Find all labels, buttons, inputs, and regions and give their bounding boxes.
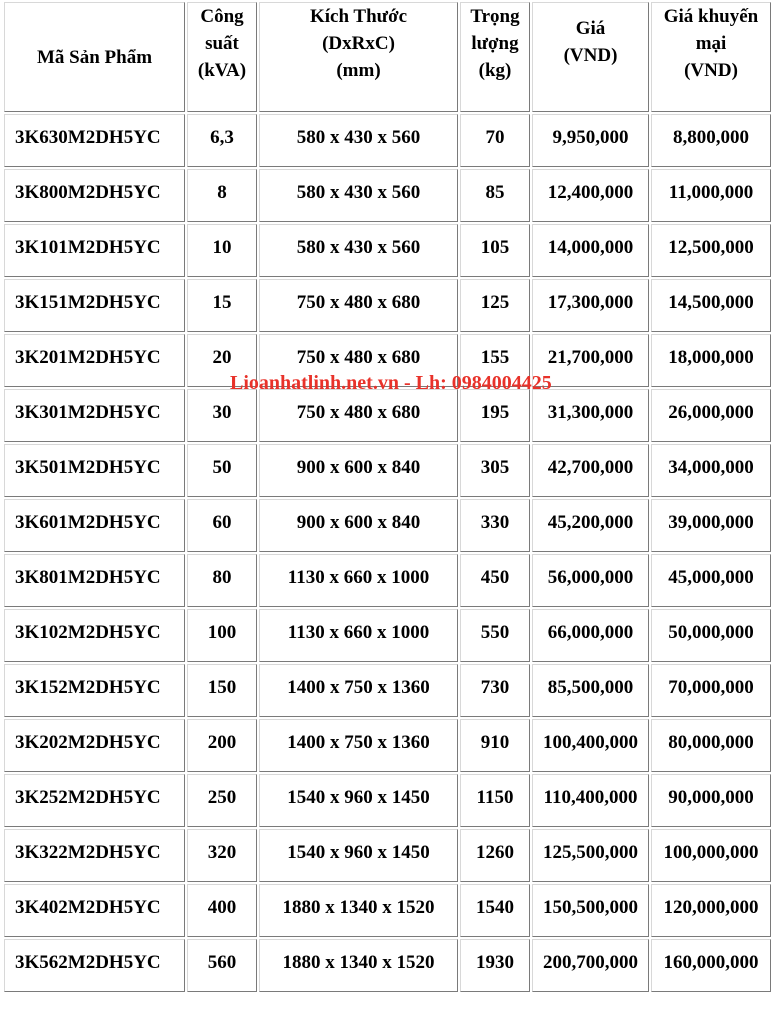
cell-dimensions: 1400 x 750 x 1360 — [259, 664, 458, 717]
cell-power-kva: 80 — [187, 554, 257, 607]
cell-weight: 195 — [460, 389, 530, 442]
cell-promo-price: 100,000,000 — [651, 829, 771, 882]
header-line: Giá — [575, 18, 606, 39]
cell-dimensions: 750 x 480 x 680 — [259, 279, 458, 332]
cell-weight: 550 — [460, 609, 530, 662]
header-line: (mm) — [336, 60, 381, 81]
cell-promo-price: 120,000,000 — [651, 884, 771, 937]
cell-price: 56,000,000 — [532, 554, 649, 607]
cell-weight: 70 — [460, 114, 530, 167]
cell-price: 42,700,000 — [532, 444, 649, 497]
table-row — [4, 609, 771, 662]
header-line: lượng — [471, 33, 519, 54]
cell-product-code: 3K101M2DH5YC — [4, 224, 185, 277]
cell-dimensions: 580 x 430 x 560 — [259, 224, 458, 277]
cell-dimensions: 750 x 480 x 680 — [259, 389, 458, 442]
header-line: mại — [695, 33, 727, 54]
header-code — [4, 2, 185, 112]
cell-weight: 450 — [460, 554, 530, 607]
cell-power-kva: 60 — [187, 499, 257, 552]
header-price — [532, 2, 649, 112]
cell-price: 66,000,000 — [532, 609, 649, 662]
cell-promo-price: 12,500,000 — [651, 224, 771, 277]
cell-dimensions: 1130 x 660 x 1000 — [259, 609, 458, 662]
cell-promo-price: 18,000,000 — [651, 334, 771, 387]
cell-weight: 1930 — [460, 939, 530, 992]
cell-power-kva: 250 — [187, 774, 257, 827]
cell-power-kva: 320 — [187, 829, 257, 882]
table-row — [4, 114, 771, 167]
cell-price: 12,400,000 — [532, 169, 649, 222]
cell-promo-price: 11,000,000 — [651, 169, 771, 222]
cell-price: 14,000,000 — [532, 224, 649, 277]
header-line: Kích Thước — [309, 6, 408, 27]
cell-dimensions: 1540 x 960 x 1450 — [259, 829, 458, 882]
cell-power-kva: 200 — [187, 719, 257, 772]
cell-weight: 155 — [460, 334, 530, 387]
cell-product-code: 3K152M2DH5YC — [4, 664, 185, 717]
header-line: (VND) — [684, 60, 738, 81]
cell-price: 17,300,000 — [532, 279, 649, 332]
watermark-text: Lioanhatlinh.net.vn - Lh: 0984004425 — [230, 372, 552, 394]
cell-dimensions: 1130 x 660 x 1000 — [259, 554, 458, 607]
cell-power-kva: 400 — [187, 884, 257, 937]
cell-product-code: 3K322M2DH5YC — [4, 829, 185, 882]
cell-power-kva: 150 — [187, 664, 257, 717]
cell-power-kva: 30 — [187, 389, 257, 442]
cell-power-kva: 10 — [187, 224, 257, 277]
cell-promo-price: 39,000,000 — [651, 499, 771, 552]
cell-product-code: 3K562M2DH5YC — [4, 939, 185, 992]
cell-price: 110,400,000 — [532, 774, 649, 827]
cell-price: 21,700,000 — [532, 334, 649, 387]
table-body — [4, 114, 771, 992]
cell-product-code: 3K102M2DH5YC — [4, 609, 185, 662]
cell-product-code: 3K202M2DH5YC — [4, 719, 185, 772]
cell-power-kva: 100 — [187, 609, 257, 662]
cell-dimensions: 1400 x 750 x 1360 — [259, 719, 458, 772]
cell-promo-price: 70,000,000 — [651, 664, 771, 717]
table-header-row — [4, 2, 771, 112]
cell-weight: 305 — [460, 444, 530, 497]
cell-product-code: 3K151M2DH5YC — [4, 279, 185, 332]
table-row — [4, 554, 771, 607]
price-table — [2, 0, 773, 994]
cell-price: 85,500,000 — [532, 664, 649, 717]
table-row — [4, 279, 771, 332]
cell-weight: 105 — [460, 224, 530, 277]
cell-price: 31,300,000 — [532, 389, 649, 442]
cell-power-kva: 560 — [187, 939, 257, 992]
table-row — [4, 169, 771, 222]
table-row — [4, 389, 771, 442]
table-row — [4, 939, 771, 992]
cell-promo-price: 160,000,000 — [651, 939, 771, 992]
table-row — [4, 444, 771, 497]
header-line: Công — [200, 6, 244, 27]
cell-power-kva: 8 — [187, 169, 257, 222]
cell-product-code: 3K801M2DH5YC — [4, 554, 185, 607]
cell-promo-price: 90,000,000 — [651, 774, 771, 827]
cell-promo-price: 14,500,000 — [651, 279, 771, 332]
cell-weight: 1540 — [460, 884, 530, 937]
cell-power-kva: 15 — [187, 279, 257, 332]
cell-dimensions: 580 x 430 x 560 — [259, 114, 458, 167]
header-line: (VND) — [563, 45, 618, 66]
cell-promo-price: 50,000,000 — [651, 609, 771, 662]
cell-promo-price: 80,000,000 — [651, 719, 771, 772]
cell-promo-price: 26,000,000 — [651, 389, 771, 442]
table-row — [4, 664, 771, 717]
cell-weight: 330 — [460, 499, 530, 552]
table-row — [4, 224, 771, 277]
cell-product-code: 3K630M2DH5YC — [4, 114, 185, 167]
table-row — [4, 774, 771, 827]
cell-weight: 1260 — [460, 829, 530, 882]
header-line: (kVA) — [197, 60, 247, 81]
table-row — [4, 884, 771, 937]
header-line: suất — [205, 33, 239, 54]
cell-promo-price: 8,800,000 — [651, 114, 771, 167]
cell-price: 100,400,000 — [532, 719, 649, 772]
cell-product-code: 3K402M2DH5YC — [4, 884, 185, 937]
cell-weight: 1150 — [460, 774, 530, 827]
header-line: Mã Sản Phẩm — [36, 46, 153, 68]
table-row — [4, 829, 771, 882]
cell-dimensions: 580 x 430 x 560 — [259, 169, 458, 222]
table-row — [4, 499, 771, 552]
cell-dimensions: 900 x 600 x 840 — [259, 444, 458, 497]
header-power — [187, 2, 257, 112]
header-line: Trọng — [470, 6, 520, 27]
cell-dimensions: 1540 x 960 x 1450 — [259, 774, 458, 827]
header-line: (DxRxC) — [322, 33, 395, 54]
cell-price: 125,500,000 — [532, 829, 649, 882]
cell-price: 150,500,000 — [532, 884, 649, 937]
cell-promo-price: 34,000,000 — [651, 444, 771, 497]
cell-product-code: 3K501M2DH5YC — [4, 444, 185, 497]
cell-weight: 730 — [460, 664, 530, 717]
cell-promo-price: 45,000,000 — [651, 554, 771, 607]
cell-power-kva: 6,3 — [187, 114, 257, 167]
header-size — [259, 2, 458, 112]
header-weight — [460, 2, 530, 112]
cell-weight: 910 — [460, 719, 530, 772]
cell-weight: 125 — [460, 279, 530, 332]
header-promo — [651, 2, 771, 112]
cell-product-code: 3K201M2DH5YC — [4, 334, 185, 387]
cell-price: 200,700,000 — [532, 939, 649, 992]
cell-dimensions: 900 x 600 x 840 — [259, 499, 458, 552]
cell-product-code: 3K252M2DH5YC — [4, 774, 185, 827]
cell-weight: 85 — [460, 169, 530, 222]
cell-dimensions: 750 x 480 x 680 — [259, 334, 458, 387]
cell-dimensions: 1880 x 1340 x 1520 — [259, 939, 458, 992]
cell-power-kva: 50 — [187, 444, 257, 497]
cell-product-code: 3K301M2DH5YC — [4, 389, 185, 442]
header-line: Giá khuyến — [663, 6, 759, 27]
cell-product-code: 3K800M2DH5YC — [4, 169, 185, 222]
cell-price: 9,950,000 — [532, 114, 649, 167]
cell-price: 45,200,000 — [532, 499, 649, 552]
cell-product-code: 3K601M2DH5YC — [4, 499, 185, 552]
cell-power-kva: 20 — [187, 334, 257, 387]
header-line: (kg) — [478, 60, 512, 81]
cell-dimensions: 1880 x 1340 x 1520 — [259, 884, 458, 937]
table-row — [4, 719, 771, 772]
